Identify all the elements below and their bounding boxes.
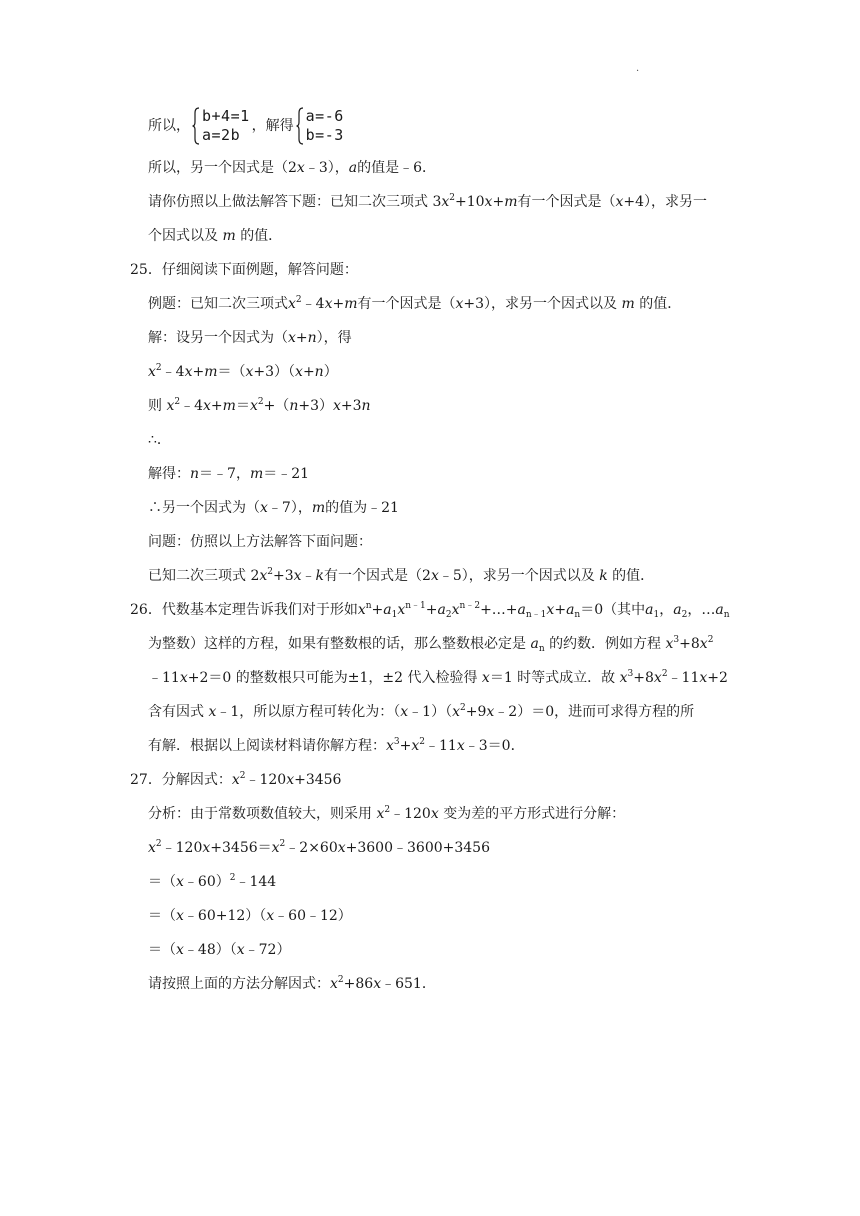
text-line: 解得：n＝﹣7，m＝﹣21 (148, 466, 310, 482)
text-line: 请你仿照以上做法解答下题：已知二次三项式 $3x^2+10x+m$有一个因式是（x+4），求另一 (148, 193, 708, 210)
equation-line: 则 $x^2﹣4x+m=x^2+(n+3)x+3n$ (148, 397, 371, 414)
question-26-line: 26．代数基本定理告诉我们对于形如$x^n+a_1x^{n﹣1}+a_2x^{n﹣2}+\dots+a_{n﹣1}x+a_n=0$（其中$a_1$，$a_2$，$\dots a_n$ (130, 601, 730, 620)
text-line: 含有因式 x﹣1，所以原方程可转化为：$(x﹣1)(x^2+9x﹣2)=0$，进而可求得方程的所 (148, 703, 695, 720)
text-line: 已知二次三项式 $2x^2+3x﹣k$有一个因式是（2x﹣5），求另一个因式以及 k 的值． (148, 567, 655, 584)
text-line: 所以，另一个因式是（2x﹣3），a的值是﹣6． (148, 160, 437, 176)
system-line: 所以， b+4=1 a=2b ，解得 a=-6 b=-3 (148, 107, 344, 144)
equation-line: $x^2﹣120x+3456=x^2﹣2\times 60x+3600﹣3600+3456$ (148, 839, 490, 856)
brace-icon (296, 107, 304, 145)
text-line: ﹣11x+2＝0 的整数根只可能为±1，±2 代入检验得 x＝1 时等式成立．故 $x^3+8x^2﹣11x+2$ (148, 669, 728, 686)
equation-system-1: b+4=1 a=2b (192, 107, 250, 145)
text-line: 问题：仿照以上方法解答下面问题： (148, 534, 372, 550)
equation-line: ＝（x﹣48）（x﹣72） (148, 942, 291, 958)
brace-icon (192, 107, 200, 145)
equation-line: ＝（x﹣60+12）（x﹣60﹣12） (148, 908, 352, 924)
text-line: 解：设另一个因式为（x+n），得 (148, 330, 352, 346)
text-line: 例题：已知二次三项式$x^2﹣4x+m$有一个因式是（x+3），求另一个因式以及 m 的值． (148, 295, 682, 312)
equation-line: $x^2﹣4x+m=(x+3)(x+n)$ (148, 363, 338, 380)
text-line: 请按照上面的方法分解因式：$x^2+86x﹣651$． (148, 975, 436, 992)
equation-system-2: a=-6 b=-3 (296, 107, 344, 145)
therefore-line: ∴． (148, 432, 171, 448)
equation-line: ＝（x﹣60）$^2$﹣144 (148, 873, 277, 890)
text-line: 为整数）这样的方程，如果有整数根的话，那么整数根必定是 $a_n$ 的约数．例如方程 $x^3+8x^2$ (148, 635, 714, 654)
text-line: ∴另一个因式为（x﹣7），m的值为﹣21 (148, 500, 399, 516)
question-27-title: 27．分解因式：$x^2﹣120x+3456$ (130, 771, 342, 788)
text-line: 个因式以及 m 的值． (148, 228, 283, 244)
text-line: 有解．根据以上阅读材料请你解方程：$x^3+x^2﹣11x﹣3=0$． (148, 737, 525, 754)
header-mark: · (636, 66, 640, 77)
text-line: 分析：由于常数项数值较大，则采用 $x^2﹣120x$ 变为差的平方形式进行分解： (148, 805, 626, 822)
question-25-title: 25．仔细阅读下面例题，解答问题： (130, 262, 358, 278)
